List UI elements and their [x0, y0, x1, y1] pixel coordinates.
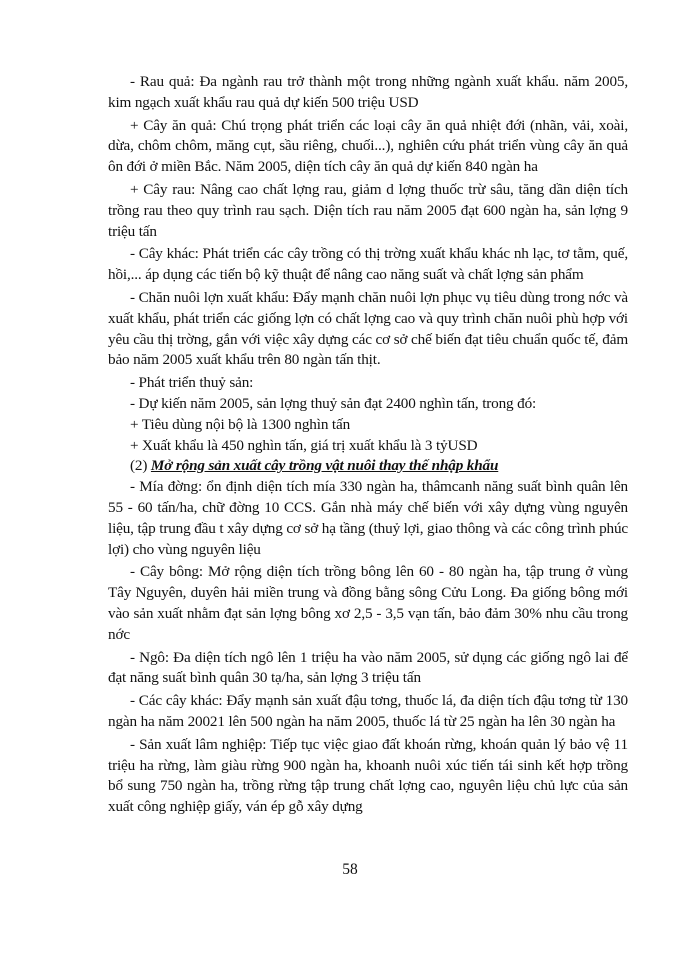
paragraph-lam-nghiep: - Sản xuất lâm nghiệp: Tiếp tục việc giao đất khoán rừng, khoán quản lý bảo vệ 11 triệu ha rừng, làm giàu rừng 900 ngàn ha, khoanh nuôi xúc tiến tái sinh kết hợp trồng bổ sung 750 ngàn ha, trồng rừng tập trung chất lợng cao, nguyên liệu chủ lực của sản xuất công nghiệp giấy, ván ép gỗ xây dựng [108, 735, 628, 816]
section-title: Mở rộng sản xuất cây trồng vật nuôi thay thế nhập khẩu [150, 457, 499, 475]
paragraph-cay-rau: + Cây rau: Nâng cao chất lợng rau, giảm d lợng thuốc trừ sâu, tăng dần diện tích trồng rau theo quy trình rau sạch. Diện tích rau năm 2005 đạt 600 ngàn ha, sản lợng 9 triệu tấn [108, 180, 628, 240]
page-number: 58 [342, 861, 358, 878]
page-body [108, 72, 628, 820]
paragraph-rau-qua: - Rau quả: Đa ngành rau trở thành một trong những ngành xuất khẩu. năm 2005, kim ngạch xuất khẩu rau quả dự kiến 500 triệu USD [108, 73, 628, 111]
section-heading [108, 456, 628, 477]
paragraph-mia-duong: - Mía đờng: ổn định diện tích mía 330 ngàn ha, thâmcanh năng suất bình quân lên 55 - 60 tấn/ha, chữ đờng 10 CCS. Gắn nhà máy chế biến với xây dựng vùng nguyên liệu, tập trung đầu t xây dựng cơ sở hạ tầng (thuỷ lợi, giao thông và các công trình phúc lợi) cho vùng nguyên liệu [108, 478, 628, 558]
paragraph-tieu-dung-noi-bo: + Tiêu dùng nội bộ là 1300 nghìn tấn [130, 415, 351, 433]
paragraph-thuy-san-du-kien: - Dự kiến năm 2005, sản lợng thuỷ sản đạt 2400 nghìn tấn, trong đó: [130, 394, 537, 412]
paragraph-thuy-san-heading: - Phát triển thuỷ sản: [130, 374, 254, 392]
paragraph-cay-an-qua: + Cây ăn quả: Chú trọng phát triển các loại cây ăn quả nhiệt đới (nhãn, vải, xoài, dừa, chôm chôm, măng cụt, sầu riêng, chuối...), nghiên cứu phát triển vùng cây ăn quả ôn đới ở miền Bắc. Năm 2005, diện tích cây ăn quả dự kiến 840 ngàn ha [108, 116, 628, 176]
paragraph-cay-bong: - Cây bông: Mở rộng diện tích trồng bông lên 60 - 80 ngàn ha, tập trung ở vùng Tây Nguyên, duyên hải miền trung và đồng bằng sông Cửu Long. Đa giống bông mới vào sản xuất nhằm đạt sản lợng bông xơ 2,5 - 3,5 vạn tấn, bảo đảm 30% nhu cầu trong nớc [108, 563, 628, 643]
paragraph-cay-khac: - Cây khác: Phát triển các cây trồng có thị trờng xuất khẩu khác nh lạc, tơ tằm, quế, hồi,... áp dụng các tiến bộ kỹ thuật để nâng cao năng suất và chất lợng sản phẩm [108, 245, 628, 284]
paragraph-cac-cay-khac: - Các cây khác: Đẩy mạnh sản xuất đậu tơng, thuốc lá, đa diện tích đậu tơng từ 130 ngàn ha năm 20021 lên 500 ngàn ha năm 2005, thuốc lá từ 25 ngàn ha lên 30 ngàn ha [108, 692, 628, 730]
paragraph-ngo: - Ngô: Đa diện tích ngô lên 1 triệu ha vào năm 2005, sử dụng các giống ngô lai để đạt năng suất bình quân 30 tạ/ha, sản lợng 3 triệu tấn [108, 648, 628, 687]
section-number: (2) [130, 457, 148, 475]
paragraph-xuat-khau-thuy-san: + Xuất khẩu là 450 nghìn tấn, giá trị xuất khẩu là 3 tỷUSD [130, 436, 478, 454]
paragraph-chan-nuoi-lon: - Chăn nuôi lợn xuất khẩu: Đẩy mạnh chăn nuôi lợn phục vụ tiêu dùng trong nớc và xuất khẩu, phát triển các giống lợn có chất lợng cao và quy trình chăn nuôi phù hợp với yêu cầu thị trờng, gắn với việc xây dựng các cơ sở chế biến đạt tiêu chuẩn quốc tế, đảm bảo năm 2005 xuất khẩu trên 80 ngàn tấn thịt. [108, 288, 628, 369]
